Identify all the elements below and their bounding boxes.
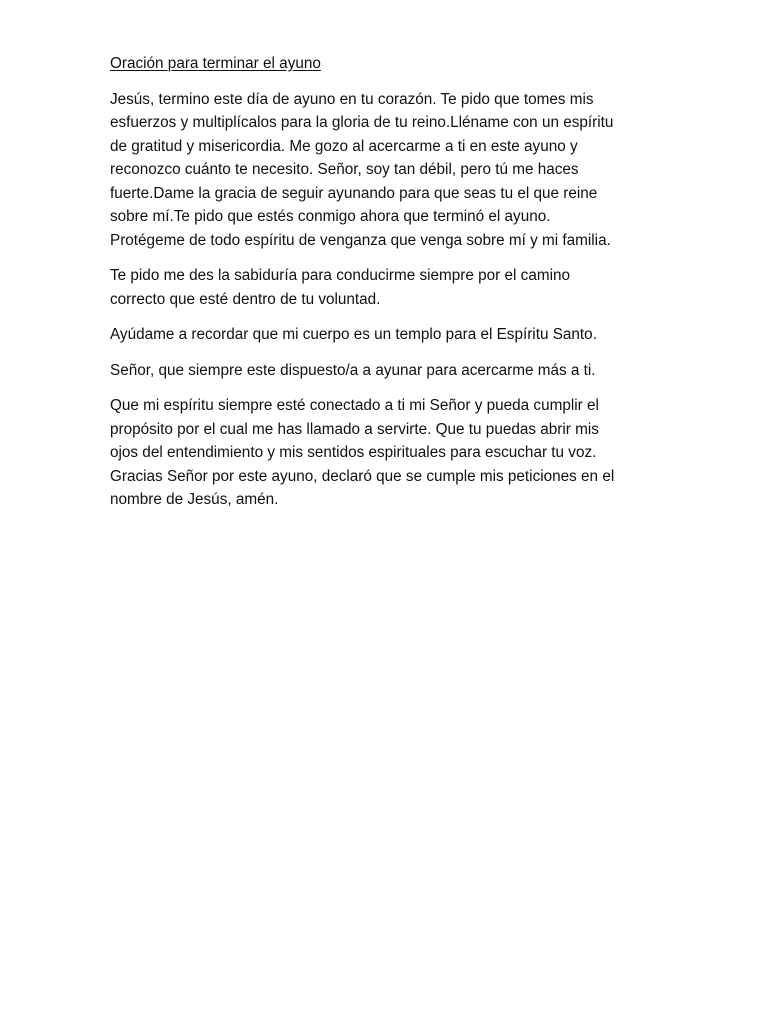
paragraph-line: de gratitud y misericordia. Me gozo al acercarme a ti en este ayuno y [110,137,578,155]
paragraph-1 [110,88,662,253]
paragraph-line: fuerte.Dame la gracia de seguir ayunando para que seas tu el que reine [110,184,598,202]
paragraph-line: Gracias Señor por este ayuno, declaró que se cumple mis peticiones en el [110,467,615,485]
document-body [110,52,662,524]
paragraph-line: Señor, que siempre este dispuesto/a a ayunar para acercarme más a ti. [110,361,596,379]
paragraph-line: Ayúdame a recordar que mi cuerpo es un templo para el Espíritu Santo. [110,326,597,343]
paragraph-line: Protégeme de todo espíritu de venganza que venga sobre mí y mi familia. [110,231,611,249]
paragraph-line: esfuerzos y multiplícalos para la gloria de tu reino.Lléname con un espíritu [110,114,614,131]
paragraph-line: correcto que esté dentro de tu voluntad. [110,290,381,308]
paragraph-line: reconozco cuánto te necesito. Señor, soy tan débil, pero tú me haces [110,161,579,178]
paragraph-4 [110,359,662,383]
paragraph-line: nombre de Jesús, amén. [110,491,279,508]
paragraph-line: Jesús, termino este día de ayuno en tu corazón. Te pido que tomes mis [110,90,594,108]
document-title: Oración para terminar el ayuno [110,55,321,72]
paragraph-line: Te pido me des la sabiduría para conducirme siempre por el camino [110,267,570,284]
paragraph-line: ojos del entendimiento y mis sentidos espirituales para escuchar tu voz. [110,444,597,461]
paragraph-3 [110,323,662,347]
paragraph-line: propósito por el cual me has llamado a servirte. Que tu puedas abrir mis [110,420,599,438]
paragraph-2 [110,264,662,311]
paragraph-line: sobre mí.Te pido que estés conmigo ahora que terminó el ayuno. [110,208,551,225]
paragraph-5 [110,394,662,512]
paragraph-line: Que mi espíritu siempre esté conectado a ti mi Señor y pueda cumplir el [110,397,599,414]
